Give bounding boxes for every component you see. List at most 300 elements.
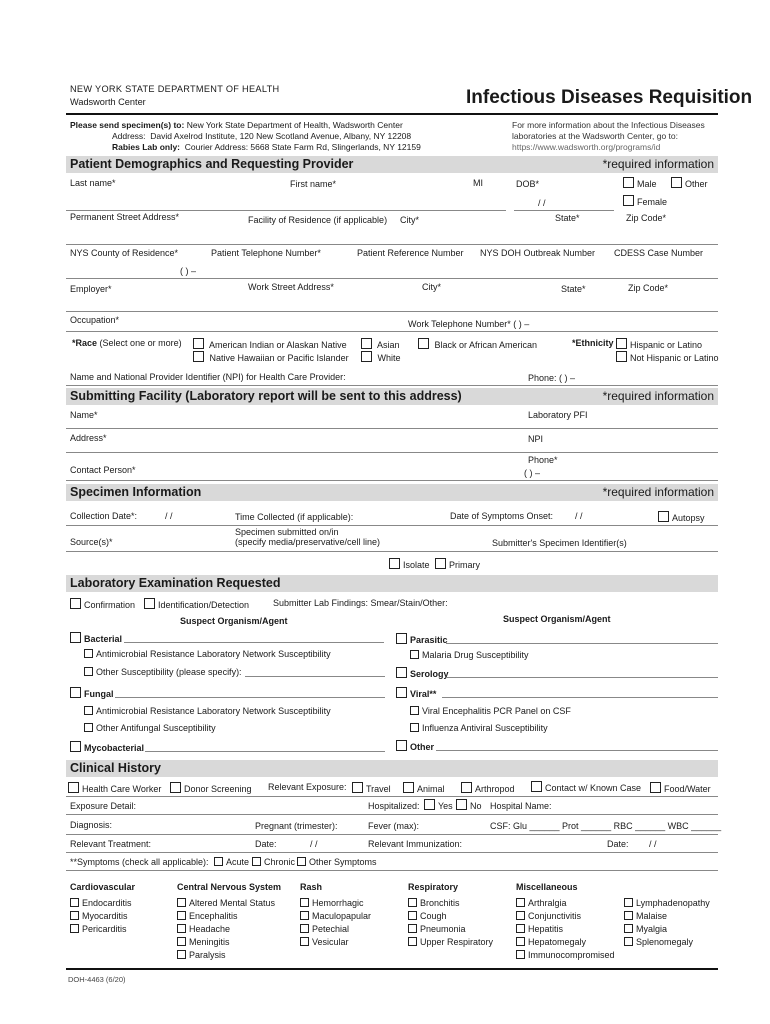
exposure-detail-label: Exposure Detail: — [70, 801, 137, 811]
symptom-option[interactable] — [408, 910, 493, 923]
rabies-label: Rabies Lab only: — [112, 142, 181, 152]
bacterial-other-option[interactable] — [84, 667, 242, 677]
symptom-label: Pericarditis — [82, 924, 127, 934]
race-black[interactable] — [418, 338, 537, 350]
lab-pfi-label: Laboratory PFI — [528, 410, 588, 420]
symptom-label: Paralysis — [189, 950, 226, 960]
checkbox[interactable] — [70, 741, 81, 752]
collection-date-slashes: / / — [165, 511, 173, 521]
animal-option[interactable] — [403, 782, 445, 794]
symptom-option[interactable] — [624, 923, 710, 936]
checkbox[interactable] — [616, 351, 627, 362]
npi-label: Name and National Provider Identifier (NPI) for Health Care Provider: — [70, 372, 346, 382]
symptom-option[interactable] — [300, 897, 371, 910]
option-label: American Indian or Alaskan Native — [209, 340, 347, 350]
checkbox[interactable] — [300, 911, 309, 920]
county-line[interactable] — [66, 278, 718, 279]
checkbox[interactable] — [177, 937, 186, 946]
immunization-date-label: Date: — [607, 839, 629, 849]
checkbox[interactable] — [516, 911, 525, 920]
name-line[interactable] — [66, 210, 506, 211]
option-label: Antimicrobial Resistance Laboratory Network Susceptibility — [96, 706, 331, 716]
cns-title: Central Nervous System — [177, 882, 282, 892]
checkbox[interactable] — [300, 937, 309, 946]
symptom-option[interactable] — [624, 936, 710, 949]
checkbox[interactable] — [177, 950, 186, 959]
more-info-line1: For more information about the Infectious Diseases — [512, 120, 705, 130]
checkbox[interactable] — [70, 687, 81, 698]
symptom-label: Maculopapular — [312, 911, 372, 921]
checkbox[interactable] — [410, 650, 419, 659]
facility-name-label: Name* — [70, 410, 98, 420]
address-line[interactable] — [66, 244, 718, 245]
facility-phone-format: ( ) – — [524, 468, 541, 478]
collection-line[interactable] — [66, 525, 718, 526]
symptom-option[interactable] — [300, 923, 371, 936]
autopsy-option[interactable] — [658, 511, 705, 523]
option-label: Contact w/ Known Case — [545, 783, 642, 793]
info-url[interactable]: https://www.wadsworth.org/programs/id — [512, 142, 661, 152]
npi-field-label: NPI — [528, 434, 544, 444]
facility-address-line[interactable] — [66, 452, 718, 453]
symptom-option[interactable] — [70, 910, 132, 923]
symptom-label: Immunocompromised — [528, 950, 615, 960]
checkbox[interactable] — [531, 781, 542, 792]
other-checkbox[interactable] — [671, 177, 682, 188]
food-water-option[interactable] — [650, 782, 711, 794]
checkbox[interactable] — [68, 782, 79, 793]
checkbox[interactable] — [616, 338, 627, 349]
required-note: *required information — [602, 485, 714, 499]
time-collected-label: Time Collected (if applicable): — [235, 512, 354, 522]
checkbox[interactable] — [516, 924, 525, 933]
facility-name-line[interactable] — [66, 428, 718, 429]
checkbox[interactable] — [410, 706, 419, 715]
outbreak-number-label: NYS DOH Outbreak Number — [480, 248, 596, 258]
state-label: State* — [555, 213, 580, 223]
checkbox[interactable] — [403, 782, 414, 793]
checkbox[interactable] — [516, 898, 525, 907]
suspect-organism-right: Suspect Organism/Agent — [503, 614, 611, 624]
checkbox[interactable] — [84, 649, 93, 658]
checkbox[interactable] — [352, 782, 363, 793]
option-label: Native Hawaiian or Pacific Islander — [209, 353, 349, 363]
first-name-label: First name* — [290, 179, 337, 189]
symptom-label: Vesicular — [312, 937, 349, 947]
option-label: Viral** — [410, 689, 437, 699]
arthropod-option[interactable] — [461, 782, 515, 794]
diagnosis-line[interactable] — [66, 834, 718, 835]
fungal-option[interactable] — [70, 687, 114, 699]
dob-slashes: / / — [538, 198, 546, 208]
rash-title: Rash — [300, 882, 323, 892]
ethnicity-not-hispanic[interactable] — [616, 351, 719, 363]
symptom-option[interactable] — [624, 897, 710, 910]
symptom-label: Headache — [189, 924, 231, 934]
bacterial-amr-option[interactable] — [84, 649, 331, 659]
checkbox[interactable] — [144, 598, 155, 609]
form-title: Infectious Diseases Requisition — [466, 87, 753, 108]
symptom-option[interactable] — [516, 949, 615, 962]
patient-section-header — [66, 156, 718, 173]
option-label: No — [470, 801, 482, 811]
symptom-label: Malaise — [636, 911, 668, 921]
sources-label: Source(s)* — [70, 537, 113, 547]
chronic-option[interactable] — [252, 857, 295, 867]
symptom-option[interactable] — [516, 897, 615, 910]
option-label: Identification/Detection — [158, 600, 250, 610]
symptom-label: Hepatomegaly — [528, 937, 587, 947]
checkbox[interactable] — [516, 950, 525, 959]
checkbox[interactable] — [408, 898, 417, 907]
symptom-onset-label: Date of Symptoms Onset: — [450, 511, 554, 521]
option-label: Travel — [366, 784, 391, 794]
primary-checkbox[interactable] — [435, 558, 446, 569]
checkbox[interactable] — [408, 911, 417, 920]
autopsy-checkbox[interactable] — [658, 511, 669, 522]
symptom-label: Upper Respiratory — [420, 937, 494, 947]
viral-option[interactable] — [396, 687, 436, 699]
occupation-line[interactable] — [66, 331, 718, 332]
symptom-option[interactable] — [177, 949, 275, 962]
sex-other-option[interactable] — [671, 177, 708, 189]
mi-label: MI — [473, 178, 483, 188]
send-to: New York State Department of Health, Wadsworth Center — [186, 120, 403, 130]
option-label: Animal — [417, 784, 445, 794]
symptom-option[interactable] — [408, 936, 493, 949]
checkbox[interactable] — [396, 633, 407, 644]
option-label: Food/Water — [664, 784, 711, 794]
section-title: Laboratory Examination Requested — [70, 576, 281, 590]
symptom-option[interactable] — [70, 897, 132, 910]
isolate-checkbox[interactable] — [389, 558, 400, 569]
symptom-option[interactable] — [177, 923, 275, 936]
option-label: Malaria Drug Susceptibility — [422, 650, 529, 660]
rash-list — [300, 897, 371, 949]
checkbox[interactable] — [177, 924, 186, 933]
checkbox[interactable] — [70, 632, 81, 643]
checkbox[interactable] — [214, 857, 223, 866]
checkbox[interactable] — [456, 799, 467, 810]
npi-line[interactable] — [66, 385, 718, 386]
option-label: Yes — [438, 801, 453, 811]
facility-label: Facility of Residence (if applicable) — [248, 215, 388, 225]
onset-slashes: / / — [575, 511, 583, 521]
employer-label: Employer* — [70, 284, 112, 294]
symptom-option[interactable] — [300, 910, 371, 923]
work-state-label: State* — [561, 284, 586, 294]
option-label: Primary — [449, 560, 480, 570]
race-american-indian[interactable] — [193, 338, 347, 350]
checkbox[interactable] — [70, 911, 79, 920]
checkbox[interactable] — [396, 740, 407, 751]
primary-option[interactable] — [435, 558, 480, 570]
misc-title: Miscellaneous — [516, 882, 578, 892]
parasitic-line[interactable] — [446, 643, 718, 644]
symptom-label: Petechial — [312, 924, 350, 934]
ethnicity-hispanic[interactable] — [616, 338, 702, 350]
collection-date-label: Collection Date*: — [70, 511, 138, 521]
immunization-label: Relevant Immunization: — [368, 839, 463, 849]
form-number: DOH-4463 (6/20) — [68, 975, 126, 984]
symptom-label: Splenomegaly — [636, 937, 694, 947]
exposure-line[interactable] — [66, 814, 718, 815]
identification-option[interactable] — [144, 598, 249, 610]
malaria-option[interactable] — [410, 650, 529, 660]
misc-list-b — [624, 897, 710, 949]
donor-option[interactable] — [170, 782, 252, 794]
checkbox[interactable] — [624, 898, 633, 907]
sources-line[interactable] — [66, 551, 718, 552]
fungal-other-option[interactable] — [84, 723, 216, 733]
hospital-name-label: Hospital Name: — [490, 801, 552, 811]
female-checkbox[interactable] — [623, 195, 634, 206]
employer-line[interactable] — [66, 311, 718, 312]
symptom-option[interactable] — [177, 910, 275, 923]
symptom-label: Cough — [420, 911, 447, 921]
influenza-option[interactable] — [410, 723, 548, 733]
permanent-address-label: Permanent Street Address* — [70, 212, 180, 222]
option-label: Autopsy — [672, 513, 705, 523]
other-label: Other — [685, 179, 708, 189]
csf-values: CSF: Glu ______ Prot ______ RBC ______ WBC ______ — [490, 821, 722, 831]
symptom-option[interactable] — [516, 910, 615, 923]
option-label: Donor Screening — [184, 784, 252, 794]
checkbox[interactable] — [84, 723, 93, 732]
more-info-line2: laboratories at the Wadsworth Center, go to: — [512, 131, 678, 141]
option-label: Black or African American — [434, 340, 538, 350]
misc-list-a — [516, 897, 615, 962]
phone-format: ( ) – — [180, 266, 197, 276]
checkbox[interactable] — [297, 857, 306, 866]
symptom-option[interactable] — [516, 936, 615, 949]
department-name: NEW YORK STATE DEPARTMENT OF HEALTH — [70, 84, 280, 94]
clinical-section-header — [66, 760, 718, 777]
treatment-date-slashes: / / — [310, 839, 318, 849]
city-label: City* — [400, 215, 420, 225]
symptom-option[interactable] — [624, 910, 710, 923]
option-label: Mycobacterial — [84, 743, 145, 753]
symptom-option[interactable] — [300, 936, 371, 949]
male-checkbox[interactable] — [623, 177, 634, 188]
hospitalized-no[interactable] — [456, 799, 482, 811]
section-title: Specimen Information — [70, 485, 202, 499]
checkbox[interactable] — [361, 338, 372, 349]
option-label: Asian — [377, 340, 400, 350]
symptom-label: Meningitis — [189, 937, 230, 947]
work-street-label: Work Street Address* — [248, 282, 334, 292]
mycobacterial-line[interactable] — [145, 751, 385, 752]
checkbox[interactable] — [361, 351, 372, 362]
other-option[interactable] — [396, 740, 434, 752]
acute-option[interactable] — [214, 857, 249, 867]
isolate-option[interactable] — [389, 558, 430, 570]
mycobacterial-option[interactable] — [70, 741, 144, 753]
travel-option[interactable] — [352, 782, 391, 794]
sex-male-option[interactable] — [623, 177, 657, 189]
option-label: Hispanic or Latino — [630, 340, 703, 350]
treatment-line[interactable] — [66, 852, 718, 853]
facility-phone-label: Phone* — [528, 455, 558, 465]
cdess-label: CDESS Case Number — [614, 248, 704, 258]
viral-csf-option[interactable] — [410, 706, 571, 716]
section-title: Submitting Facility (Laboratory report will be sent to this address) — [70, 389, 462, 403]
option-label: Bacterial — [84, 634, 123, 644]
checkbox[interactable] — [193, 351, 204, 362]
address-label: Address: — [112, 131, 146, 141]
option-label: White — [377, 353, 401, 363]
checkbox[interactable] — [516, 937, 525, 946]
submitter-findings-label: Submitter Lab Findings: Smear/Stain/Other: — [273, 598, 448, 608]
symptom-option[interactable] — [408, 923, 493, 936]
contact-line[interactable] — [66, 480, 718, 481]
option-label: Viral Encephalitis PCR Panel on CSF — [422, 706, 571, 716]
work-city-label: City* — [422, 282, 442, 292]
fungal-amr-option[interactable] — [84, 706, 331, 716]
checkbox[interactable] — [408, 937, 417, 946]
checkbox[interactable] — [424, 799, 435, 810]
race-white[interactable] — [361, 351, 401, 363]
other-symptoms-option[interactable] — [297, 857, 377, 867]
sex-female-option[interactable] — [623, 195, 667, 207]
checkbox[interactable] — [70, 598, 81, 609]
option-label: Parasitic — [410, 635, 448, 645]
symptom-label: Hepatitis — [528, 924, 564, 934]
bacterial-option[interactable] — [70, 632, 122, 644]
male-label: Male — [637, 179, 657, 189]
treatment-date-label: Date: — [255, 839, 277, 849]
phone-label: Patient Telephone Number* — [211, 248, 321, 258]
symptom-label: Bronchitis — [420, 898, 460, 908]
checkbox[interactable] — [170, 782, 181, 793]
race-label: *Race — [72, 338, 98, 348]
option-label: Chronic — [264, 857, 296, 867]
symptom-option[interactable] — [408, 897, 493, 910]
symptom-label: Hemorrhagic — [312, 898, 364, 908]
ethnicity-label: *Ethnicity — [572, 338, 614, 348]
symptom-label: Altered Mental Status — [189, 898, 276, 908]
respiratory-list — [408, 897, 493, 949]
symptom-label: Arthralgia — [528, 898, 567, 908]
checkbox[interactable] — [177, 898, 186, 907]
work-phone-label: Work Telephone Number* ( ) – — [408, 319, 530, 329]
checkbox[interactable] — [408, 924, 417, 933]
immunization-date-slashes: / / — [649, 839, 657, 849]
checkbox[interactable] — [84, 667, 93, 676]
section-title: Patient Demographics and Requesting Provider — [70, 157, 354, 171]
viral-line[interactable] — [442, 697, 718, 698]
option-label: Antimicrobial Resistance Laboratory Network Susceptibility — [96, 649, 331, 659]
zip-label: Zip Code* — [626, 213, 667, 223]
submitted-on-label1: Specimen submitted on/in — [235, 527, 339, 537]
provider-phone: Phone: ( ) – — [528, 373, 576, 383]
cardio-title: Cardiovascular — [70, 882, 136, 892]
relevant-exposure-label: Relevant Exposure: — [268, 782, 347, 792]
symptom-label: Lymphadenopathy — [636, 898, 710, 908]
race-asian[interactable] — [361, 338, 400, 350]
dob-line[interactable] — [514, 210, 614, 211]
center-name: Wadsworth Center — [70, 97, 146, 107]
respiratory-title: Respiratory — [408, 882, 459, 892]
symptoms-label: **Symptoms (check all applicable): — [70, 857, 209, 867]
checkbox[interactable] — [300, 898, 309, 907]
address-text: David Axelrod Institute, 120 New Scotland Avenue, Albany, NY 12208 — [150, 131, 412, 141]
option-label: Arthropod — [475, 784, 515, 794]
serology-option[interactable] — [396, 667, 449, 679]
option-label: Influenza Antiviral Susceptibility — [422, 723, 548, 733]
checkbox[interactable] — [70, 924, 79, 933]
last-name-label: Last name* — [70, 178, 116, 188]
submitter-id-label: Submitter's Specimen Identifier(s) — [492, 538, 627, 548]
symptom-label: Pneumonia — [420, 924, 466, 934]
female-label: Female — [637, 197, 668, 207]
checkbox[interactable] — [193, 338, 204, 349]
confirmation-option[interactable] — [70, 598, 135, 610]
symptom-option[interactable] — [516, 923, 615, 936]
bacterial-other-line[interactable] — [245, 676, 385, 677]
diagnosis-label: Diagnosis: — [70, 820, 113, 830]
checkbox[interactable] — [177, 911, 186, 920]
send-label: Please send specimen(s) to: — [70, 120, 185, 130]
option-label: Fungal — [84, 689, 114, 699]
bacterial-line[interactable] — [124, 642, 384, 643]
checkbox[interactable] — [252, 857, 261, 866]
checkbox[interactable] — [396, 667, 407, 678]
checkbox[interactable] — [396, 687, 407, 698]
checkbox[interactable] — [461, 782, 472, 793]
specimen-section-header — [66, 484, 718, 501]
option-label: Acute — [226, 857, 250, 867]
lab-exam-section-header — [66, 575, 718, 592]
rabies-text: Courier Address: 5668 State Farm Rd, Slingerlands, NY 12159 — [184, 142, 421, 152]
symptom-label: Encephalitis — [189, 911, 238, 921]
submitted-on-label2: (specify media/preservative/cell line) — [235, 537, 381, 547]
symptom-option[interactable] — [70, 923, 132, 936]
fungal-line[interactable] — [115, 697, 385, 698]
checkbox[interactable] — [650, 782, 661, 793]
race-native-hawaiian[interactable] — [193, 351, 349, 363]
serology-line[interactable] — [446, 677, 718, 678]
reference-number-label: Patient Reference Number — [357, 248, 464, 258]
fever-label: Fever (max): — [368, 821, 420, 831]
checkbox[interactable] — [624, 911, 633, 920]
checkbox[interactable] — [624, 937, 633, 946]
checkbox[interactable] — [418, 338, 429, 349]
hospitalized-yes[interactable] — [424, 799, 453, 811]
option-label: Other Symptoms — [309, 857, 377, 867]
treatment-label: Relevant Treatment: — [70, 839, 152, 849]
checkbox[interactable] — [410, 723, 419, 732]
dob-label: DOB* — [516, 179, 540, 189]
other-line[interactable] — [436, 750, 718, 751]
checkbox[interactable] — [624, 924, 633, 933]
checkbox[interactable] — [70, 898, 79, 907]
symptom-option[interactable] — [177, 936, 275, 949]
facility-address-label: Address* — [70, 433, 107, 443]
symptom-label: Conjunctivitis — [528, 911, 582, 921]
cns-list — [177, 897, 275, 962]
parasitic-option[interactable] — [396, 633, 448, 645]
symptom-option[interactable] — [177, 897, 275, 910]
checkbox[interactable] — [300, 924, 309, 933]
symptom-label: Myocarditis — [82, 911, 128, 921]
suspect-organism-left: Suspect Organism/Agent — [180, 616, 288, 626]
hcw-option[interactable] — [68, 782, 161, 794]
option-label: Isolate — [403, 560, 430, 570]
checkbox[interactable] — [84, 706, 93, 715]
contact-option[interactable] — [531, 781, 641, 793]
option-label: Other Antifungal Susceptibility — [96, 723, 216, 733]
